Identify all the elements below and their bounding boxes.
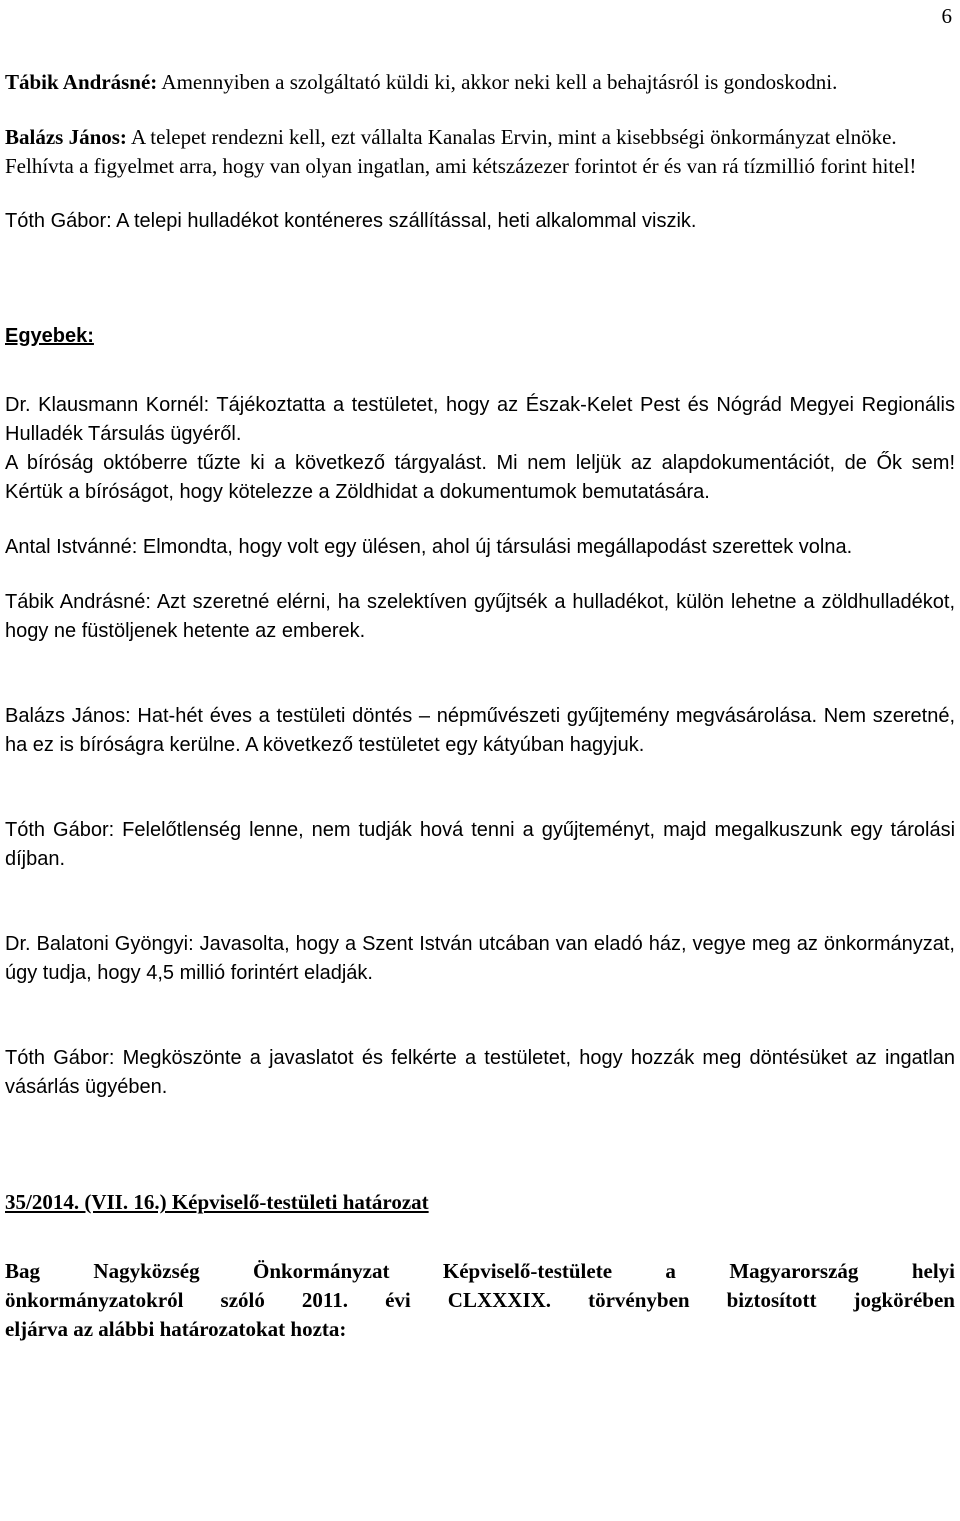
- speaker-name: Antal Istvánné:: [5, 536, 138, 558]
- paragraph-toth-1: [5, 207, 955, 236]
- page-number: 6: [941, 4, 952, 28]
- paragraph-text: Felelőtlenség lenne, nem tudják hová tenni a gyűjteményt, majd megalkuszunk egy tárolási díjban.: [5, 819, 956, 870]
- paragraph-text: Amennyiben a szolgáltató küldi ki, akkor neki kell a behajtásról is gondoskodni.: [157, 70, 838, 94]
- paragraph-text: A telepi hulladékot konténeres szállítással, heti alkalommal viszik.: [111, 210, 697, 232]
- paragraph-text: Megköszönte a javaslatot és felkérte a testületet, hogy hozzák meg döntésüket az ingatlan vásárlás ügyében.: [5, 1047, 956, 1098]
- paragraph-text: A telepet rendezni kell, ezt vállalta Kanalas Ervin, mint a kisebbségi önkormányzat elnöke.: [126, 125, 897, 149]
- speaker-name: Tábik Andrásné:: [5, 70, 158, 94]
- paragraph-toth-2: [5, 816, 955, 874]
- paragraph-tabik-2: [5, 588, 955, 646]
- paragraph-tabik-1: [5, 68, 955, 97]
- paragraph-text: A bíróság októberre tűzte ki a következő tárgyalást. Mi nem leljük az alapdokumentációt, de Ők sem! Kértük a bíróságot, hogy kötelezze a Zöldhidat a dokumentumok bemutatására.: [5, 452, 955, 503]
- section-heading-egyebek: [5, 322, 955, 351]
- paragraph-text: Tájékoztatta a testületet, hogy az Észak-Kelet Pest és Nógrád Megyei Regionális Hulladék Társulás ügyéről.: [5, 394, 955, 445]
- resolution-heading: [5, 1188, 955, 1217]
- resolution-intro-line-3: eljárva az alábbi határozatokat hozta:: [5, 1317, 347, 1341]
- paragraph-klausmann: [5, 391, 955, 449]
- speaker-name: Tóth Gábor:: [5, 819, 115, 841]
- paragraph-text: Hat-hét éves a testületi döntés – népművészeti gyűjtemény megvásárolása. Nem szeretné, ha ez is bíróságra kerülne. A következő testületet egy kátyúban hagyjuk.: [5, 705, 956, 756]
- paragraph-antal: [5, 533, 955, 562]
- paragraph-balazs-1: [5, 123, 955, 152]
- paragraph-text: Javasolta, hogy a Szent István utcában van eladó ház, vegye meg az önkormányzat, úgy tudja, hogy 4,5 millió forintért eladják.: [5, 933, 955, 984]
- speaker-name: Tóth Gábor:: [5, 210, 112, 232]
- resolution-intro-line-2: önkormányzatokról szóló 2011. évi CLXXXIX. törvényben biztosított jogkörében: [5, 1288, 955, 1312]
- resolution-intro-line-1: Bag Nagyközség Önkormányzat Képviselő-testülete a Magyarország helyi: [5, 1259, 955, 1283]
- paragraph-balatoni: [5, 930, 955, 988]
- paragraph-text: Azt szeretné elérni, ha szelektíven gyűjtsék a hulladékot, külön lehetne a zöldhulladékot, hogy ne füstöljenek hetente az emberek.: [5, 591, 956, 642]
- paragraph-balazs-2: [5, 702, 955, 760]
- paragraph-balazs-1-continued: [5, 152, 955, 181]
- paragraph-klausmann-continued: [5, 449, 955, 507]
- speaker-name: Dr. Klausmann Kornél:: [5, 394, 210, 416]
- paragraph-text: Felhívta a figyelmet arra, hogy van olyan ingatlan, ami kétszázezer forintot ér és van rá tízmillió forint hitel!: [5, 154, 917, 178]
- resolution-title: 35/2014. (VII. 16.) Képviselő-testületi határozat: [5, 1190, 429, 1214]
- speaker-name: Balázs János:: [5, 125, 127, 149]
- paragraph-toth-3: [5, 1044, 955, 1102]
- speaker-name: Balázs János:: [5, 705, 131, 727]
- speaker-name: Tábik Andrásné:: [5, 591, 151, 613]
- section-title: Egyebek:: [5, 325, 94, 347]
- speaker-name: Tóth Gábor:: [5, 1047, 115, 1069]
- document-body: [5, 68, 955, 1344]
- paragraph-text: Elmondta, hogy volt egy ülésen, ahol új társulási megállapodást szerettek volna.: [137, 536, 853, 558]
- speaker-name: Dr. Balatoni Gyöngyi:: [5, 933, 194, 955]
